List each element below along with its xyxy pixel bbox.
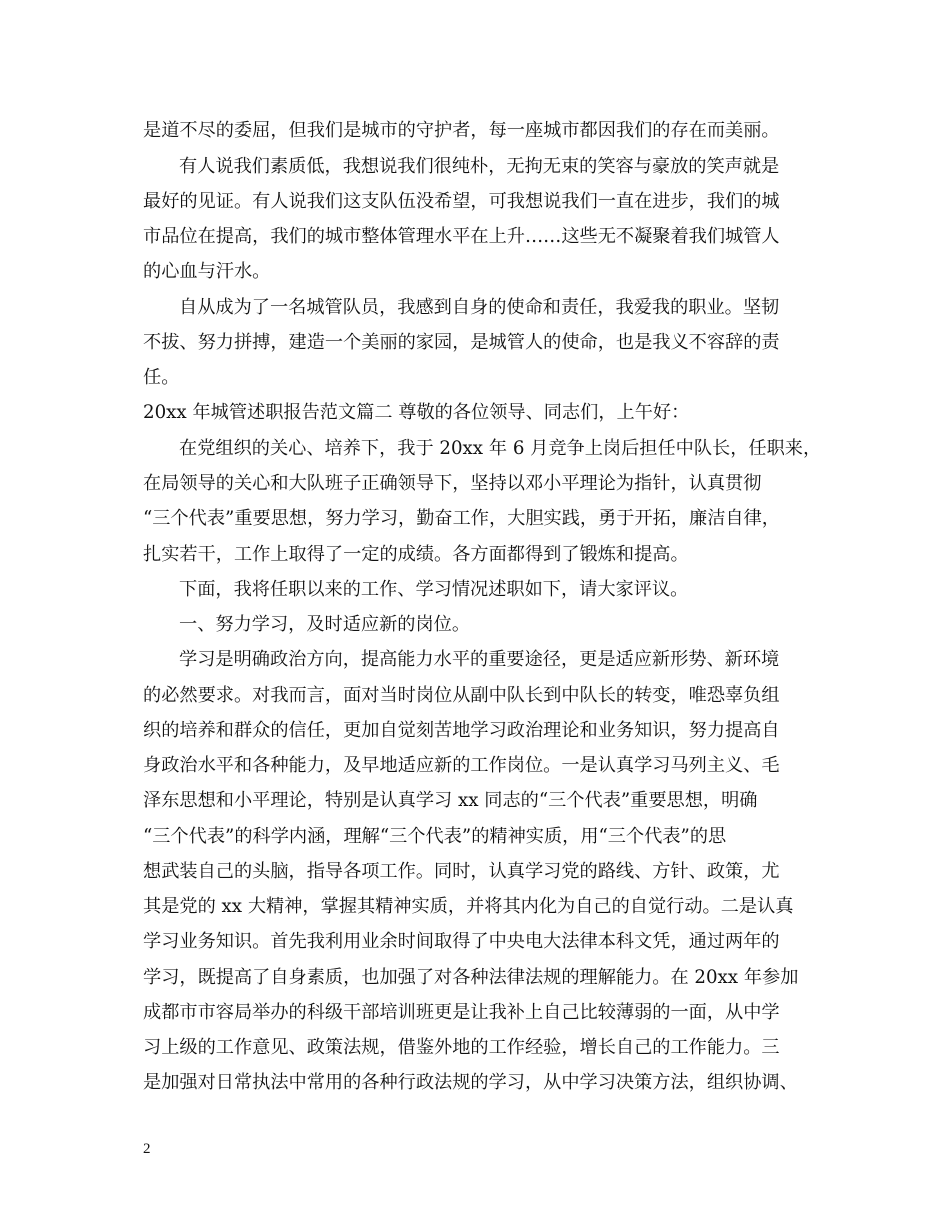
text-line: 织的培养和群众的信任，更加自觉刻苦地学习政治理论和业务知识，努力提高自	[143, 720, 780, 741]
text-line: 在局领导的关心和大队班子正确领导下，坚持以邓小平理论为指针，认真贯彻	[143, 473, 762, 494]
text-line: 任。	[143, 367, 180, 388]
text-line: “三个代表”的科学内涵，理解“三个代表”的精神实质，用“三个代表”的思	[143, 826, 727, 847]
text-line: 的必然要求。对我而言，面对当时岗位从副中队长到中队长的转变，唯恐辜负组	[143, 685, 780, 706]
text-line: 扎实若干，工作上取得了一定的成绩。各方面都得到了锻炼和提高。	[143, 544, 689, 565]
text-line: 成都市市容局举办的科级干部培训班更是让我补上自己比较薄弱的一面，从中学	[143, 1002, 780, 1023]
text-line: 自从成为了一名城管队员，我感到自身的使命和责任，我爱我的职业。坚韧	[179, 297, 780, 318]
page-number: 2	[143, 1141, 151, 1157]
text-line: 的心血与汗水。	[143, 261, 271, 282]
section-heading: 20xx 年城管述职报告范文篇二 尊敬的各位领导、同志们，上午好：	[143, 402, 690, 423]
text-line: 有人说我们素质低，我想说我们很纯朴，无拘无束的笑容与豪放的笑声就是	[179, 156, 780, 177]
subsection-heading: 一、努力学习，及时适应新的岗位。	[179, 614, 471, 635]
text-line: 最好的见证。有人说我们这支队伍没希望，可我想说我们一直在进步，我们的城	[143, 191, 780, 212]
text-line: 下面，我将任职以来的工作、学习情况述职如下，请大家评议。	[179, 579, 689, 600]
text-line: 市品位在提高，我们的城市整体管理水平在上升……这些无不凝聚着我们城管人	[143, 226, 780, 247]
text-line: 想武装自己的头脑，指导各项工作。同时，认真学习党的路线、方针、政策，尤	[143, 861, 780, 882]
text-line: 在党组织的关心、培养下，我于 20xx 年 6 月竞争上岗后担任中队长，任职来，	[179, 438, 822, 459]
text-line: 学习业务知识。首先我利用业余时间取得了中央电大法律本科文凭，通过两年的	[143, 931, 780, 952]
text-line: 其是党的 xx 大精神，掌握其精神实质，并将其内化为自己的自觉行动。二是认真	[143, 896, 794, 917]
text-line: 是道不尽的委屈，但我们是城市的守护者，每一座城市都因我们的存在而美丽。	[143, 120, 780, 141]
text-line: 身政治水平和各种能力，及早地适应新的工作岗位。一是认真学习马列主义、毛	[143, 755, 780, 776]
text-line: 泽东思想和小平理论，特别是认真学习 xx 同志的“三个代表”重要思想，明确	[143, 790, 758, 811]
text-line: 习上级的工作意见、政策法规，借鉴外地的工作经验，增长自己的工作能力。三	[143, 1037, 780, 1058]
text-line: “三个代表”重要思想，努力学习，勤奋工作，大胆实践，勇于开拓，廉洁自律，	[143, 508, 780, 529]
text-line: 不拔、努力拼搏，建造一个美丽的家园，是城管人的使命，也是我义不容辞的责	[143, 332, 780, 353]
text-line: 学习，既提高了自身素质，也加强了对各种法律法规的理解能力。在 20xx 年参加	[143, 967, 799, 988]
text-line: 学习是明确政治方向，提高能力水平的重要途径，更是适应新形势、新环境	[179, 649, 780, 670]
text-line: 是加强对日常执法中常用的各种行政法规的学习，从中学习决策方法，组织协调、	[143, 1072, 798, 1093]
